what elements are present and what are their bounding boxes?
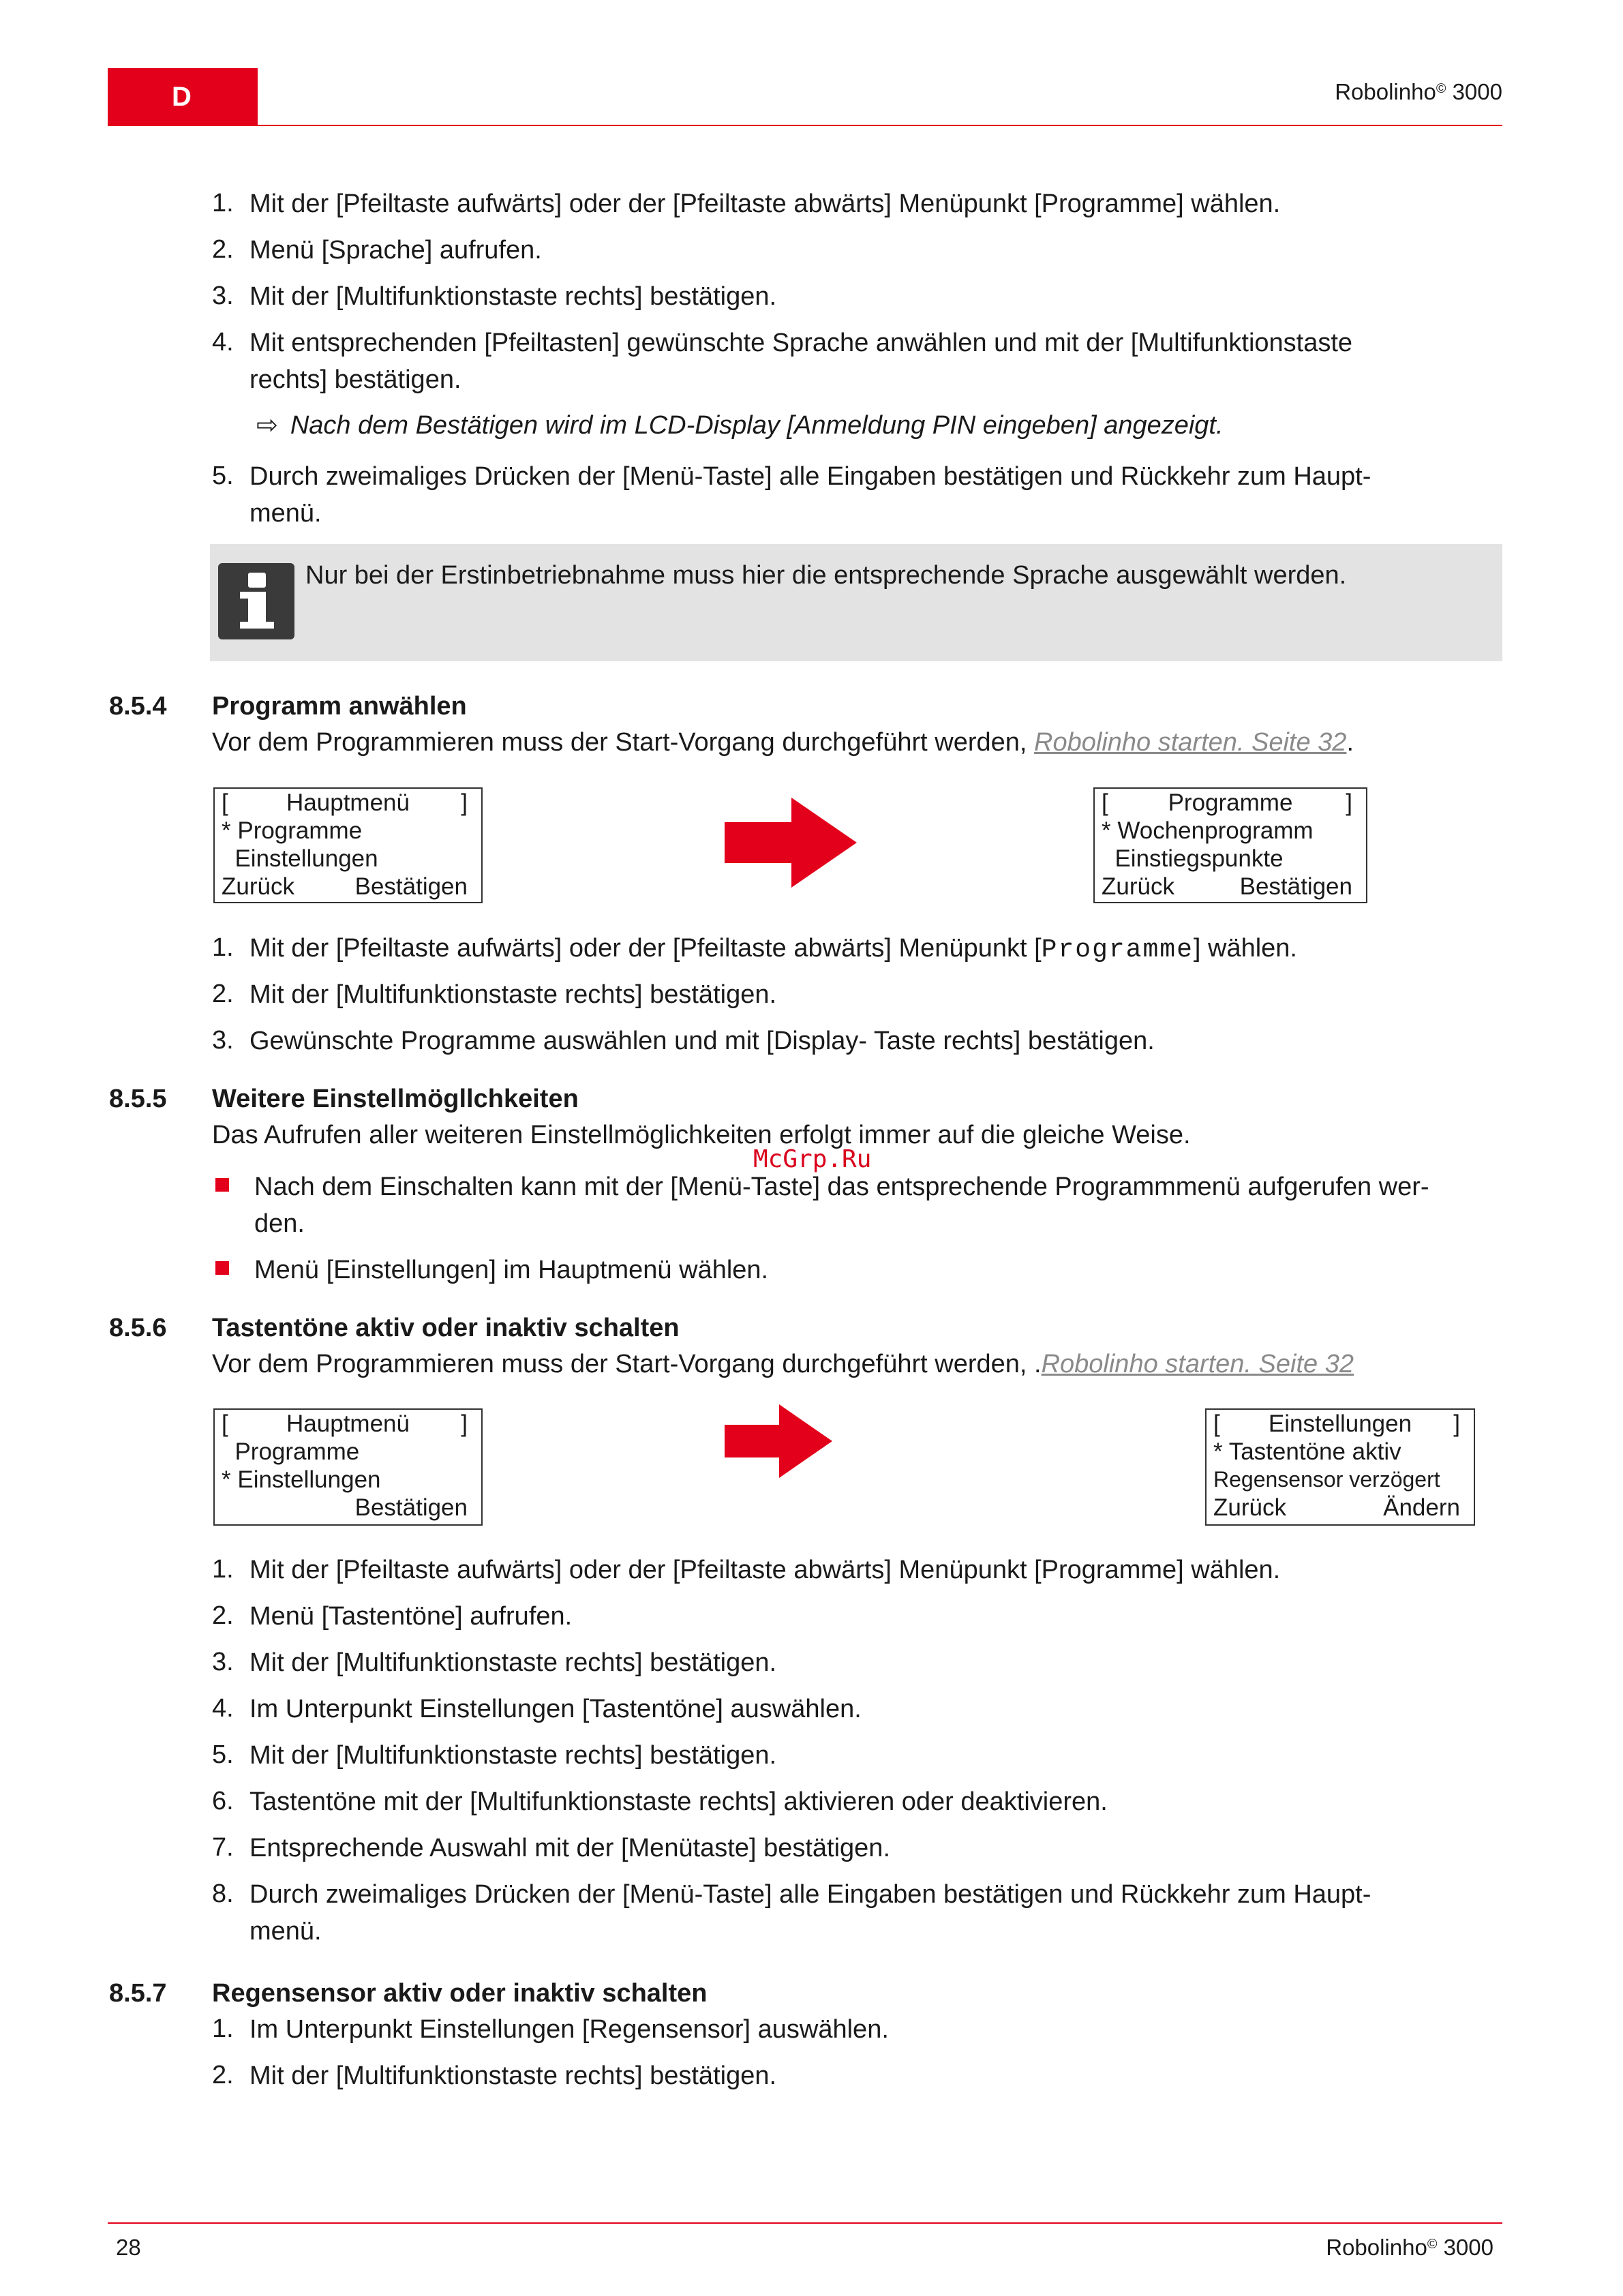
section-number: 8.5.4 — [109, 692, 167, 721]
step-number: 8. — [212, 1879, 234, 1908]
step-result — [256, 408, 1224, 443]
bullet-marker — [215, 1178, 229, 1192]
step-text: Mit der [Multifunktionstaste rechts] bestätigen. — [249, 282, 777, 311]
step-text: Mit der [Multifunktionstaste rechts] bestätigen. — [249, 2061, 777, 2090]
lcd-softkey-left: Zurück — [222, 873, 294, 900]
lcd-softkey-right: Bestätigen — [1239, 873, 1352, 900]
lcd-bracket: ] — [461, 789, 468, 816]
info-text: Nur bei der Erstinbetriebnahme muss hier die entsprechende Sprache ausgewählt werden. — [305, 561, 1347, 590]
lcd-bracket: [ — [222, 789, 228, 816]
step-text-continued: menü. — [249, 1917, 322, 1946]
arrow-right-icon — [725, 798, 857, 888]
result-text: Nach dem Bestätigen wird im LCD-Display [Anmeldung PIN eingeben] angezeigt. — [290, 411, 1224, 440]
result-arrow-icon: ⇨ — [256, 411, 278, 440]
arrow-right-icon — [725, 1404, 832, 1478]
lcd-title: Hauptmenü — [286, 1410, 410, 1437]
step-number: 1. — [212, 2014, 234, 2043]
copyright-sign: © — [1436, 81, 1446, 97]
section-title: Regensensor aktiv oder inaktiv schalten — [212, 1979, 708, 2008]
step-text: Menü [Sprache] aufrufen. — [249, 236, 542, 265]
bullet-text: Menü [Einstellungen] im Hauptmenü wählen. — [254, 1256, 769, 1284]
intro-text: Vor dem Programmieren muss der Start-Vorgang durchgeführt werden, . — [212, 1350, 1042, 1378]
cross-reference-link[interactable]: Robolinho starten. Seite 32 — [1034, 728, 1347, 757]
step-number: 5. — [212, 1740, 234, 1769]
step-text: Mit der [Multifunktionstaste rechts] bestätigen. — [249, 980, 777, 1009]
step-number: 5. — [212, 462, 234, 490]
footer-product-label: Robolinho — [1326, 2235, 1427, 2260]
copyright-sign: © — [1427, 2237, 1438, 2252]
step-text: Im Unterpunkt Einstellungen [Regensensor] auswählen. — [249, 2015, 889, 2044]
step-text-part: ] wählen. — [1193, 934, 1297, 963]
step-text — [249, 930, 1524, 969]
lcd-softkey-right: Ändern — [1383, 1494, 1460, 1521]
header-product-model: 3000 — [1452, 79, 1502, 104]
header-product-name — [1335, 79, 1502, 105]
intro-text: Vor dem Programmieren muss der Start-Vorgang durchgeführt werden, — [212, 728, 1027, 757]
lcd-row: * Wochenprogramm — [1102, 817, 1314, 844]
step-number: 3. — [212, 1026, 234, 1055]
step-text: Entsprechende Auswahl mit der [Menütaste] bestätigen. — [249, 1834, 890, 1862]
step-text: Durch zweimaliges Drücken der [Menü-Taste] alle Eingaben bestätigen und Rückkehr zum Haupt- — [249, 462, 1371, 491]
page-number: 28 — [116, 2235, 141, 2260]
footer-product-model: 3000 — [1443, 2235, 1493, 2260]
language-label: D — [172, 81, 192, 112]
lcd-row-softkeys — [222, 1494, 474, 1522]
section-intro — [212, 1346, 1487, 1383]
lcd-row: * Einstellungen — [222, 1466, 381, 1493]
step-number: 2. — [212, 2061, 234, 2089]
step-text: Mit der [Multifunktionstaste rechts] bestätigen. — [249, 1648, 777, 1677]
watermark: McGrp.Ru — [753, 1145, 872, 1173]
lcd-row: * Programme — [222, 817, 363, 844]
step-text: Menü [Tastentöne] aufrufen. — [249, 1602, 573, 1631]
step-text-continued: rechts] bestätigen. — [249, 365, 461, 394]
step-text-part: Mit der [Pfeiltaste aufwärts] oder der [Pfeiltaste abwärts] Menüpunkt [ — [249, 934, 1042, 963]
lcd-row-title — [222, 1410, 474, 1438]
lcd-row: Einstiegspunkte — [1102, 845, 1284, 872]
lcd-row-title — [1213, 1410, 1467, 1438]
lcd-title: Einstellungen — [1268, 1410, 1412, 1437]
header-product-label: Robolinho — [1335, 79, 1436, 104]
step-text-continued: menü. — [249, 499, 322, 528]
lcd-display-settings — [1205, 1408, 1475, 1526]
language-tab — [108, 68, 258, 125]
lcd-row: Einstellungen — [222, 845, 378, 872]
step-text: Mit der [Pfeiltaste aufwärts] oder der [Pfeiltaste abwärts] Menüpunkt [Programme] wählen. — [249, 190, 1281, 218]
step-number: 2. — [212, 980, 234, 1008]
footer-rule — [108, 2222, 1502, 2224]
section-number: 8.5.7 — [109, 1979, 167, 2008]
lcd-bracket: [ — [1213, 1410, 1220, 1437]
bullet-text-continued: den. — [254, 1209, 305, 1238]
lcd-title: Hauptmenü — [286, 789, 410, 816]
lcd-row: Programme — [222, 1438, 360, 1465]
bullet-text: Nach dem Einschalten kann mit der [Menü-Taste] das entsprechende Programmmenü aufgerufen wer- — [254, 1173, 1429, 1201]
step-number: 4. — [212, 328, 234, 357]
step-text: Tastentöne mit der [Multifunktionstaste rechts] aktivieren oder deaktivieren. — [249, 1787, 1108, 1816]
lcd-row: Regensensor verzögert — [1213, 1467, 1440, 1492]
step-text: Mit entsprechenden [Pfeiltasten] gewünschte Sprache anwählen und mit der [Multifunktionstaste — [249, 329, 1353, 357]
step-number: 2. — [212, 1601, 234, 1630]
bullet-marker — [215, 1261, 229, 1275]
section-intro — [212, 724, 1487, 761]
lcd-term: Programme — [1041, 935, 1194, 965]
section-intro: Das Aufrufen aller weiteren Einstellmöglichkeiten erfolgt immer auf die gleiche Weise. — [212, 1121, 1191, 1149]
footer-product-name — [1326, 2235, 1493, 2261]
header-rule — [108, 125, 1502, 126]
lcd-bracket: [ — [1102, 789, 1108, 816]
section-number: 8.5.5 — [109, 1085, 167, 1113]
lcd-row-softkeys — [1102, 873, 1359, 901]
section-title: Weitere Einstellmögllchkeiten — [212, 1085, 579, 1113]
lcd-display-programs — [1093, 787, 1367, 903]
step-number: 4. — [212, 1694, 234, 1723]
lcd-bracket: ] — [1453, 1410, 1460, 1437]
intro-period: . — [1346, 728, 1354, 757]
section-title: Programm anwählen — [212, 692, 467, 721]
lcd-bracket: ] — [461, 1410, 468, 1437]
lcd-row-title — [1102, 789, 1359, 817]
lcd-softkey-left: Zurück — [1213, 1494, 1286, 1521]
lcd-row-softkeys — [222, 873, 474, 901]
lcd-row: * Tastentöne aktiv — [1213, 1438, 1401, 1465]
lcd-row-softkeys — [1213, 1494, 1467, 1522]
step-text: Mit der [Pfeiltaste aufwärts] oder der [Pfeiltaste abwärts] Menüpunkt [Programme] wählen. — [249, 1556, 1281, 1584]
step-number: 2. — [212, 235, 234, 264]
lcd-display-main-menu — [213, 1408, 483, 1526]
step-number: 1. — [212, 933, 234, 962]
lcd-bracket: [ — [222, 1410, 228, 1437]
step-number: 3. — [212, 1648, 234, 1676]
lcd-softkey-right: Bestätigen — [354, 873, 468, 900]
step-number: 3. — [212, 282, 234, 310]
section-title: Tastentöne aktiv oder inaktiv schalten — [212, 1314, 680, 1342]
lcd-bracket: ] — [1346, 789, 1352, 816]
step-number: 7. — [212, 1833, 234, 1862]
cross-reference-link[interactable]: Robolinho starten. Seite 32 — [1041, 1350, 1354, 1378]
step-text: Durch zweimaliges Drücken der [Menü-Taste] alle Eingaben bestätigen und Rückkehr zum Haupt- — [249, 1880, 1371, 1909]
step-text: Mit der [Multifunktionstaste rechts] bestätigen. — [249, 1741, 777, 1770]
step-number: 6. — [212, 1787, 234, 1815]
lcd-softkey-right: Bestätigen — [354, 1494, 468, 1521]
step-number: 1. — [212, 1555, 234, 1584]
lcd-softkey-left: Zurück — [1102, 873, 1174, 900]
step-text: Im Unterpunkt Einstellungen [Tastentöne] auswählen. — [249, 1695, 862, 1723]
step-number: 1. — [212, 189, 234, 217]
lcd-row-title — [222, 789, 474, 817]
step-text: Gewünschte Programme auswählen und mit [Display- Taste rechts] bestätigen. — [249, 1027, 1155, 1055]
info-icon — [218, 563, 294, 639]
lcd-display-main-menu — [213, 787, 483, 903]
section-number: 8.5.6 — [109, 1314, 167, 1342]
lcd-title: Programme — [1168, 789, 1293, 816]
